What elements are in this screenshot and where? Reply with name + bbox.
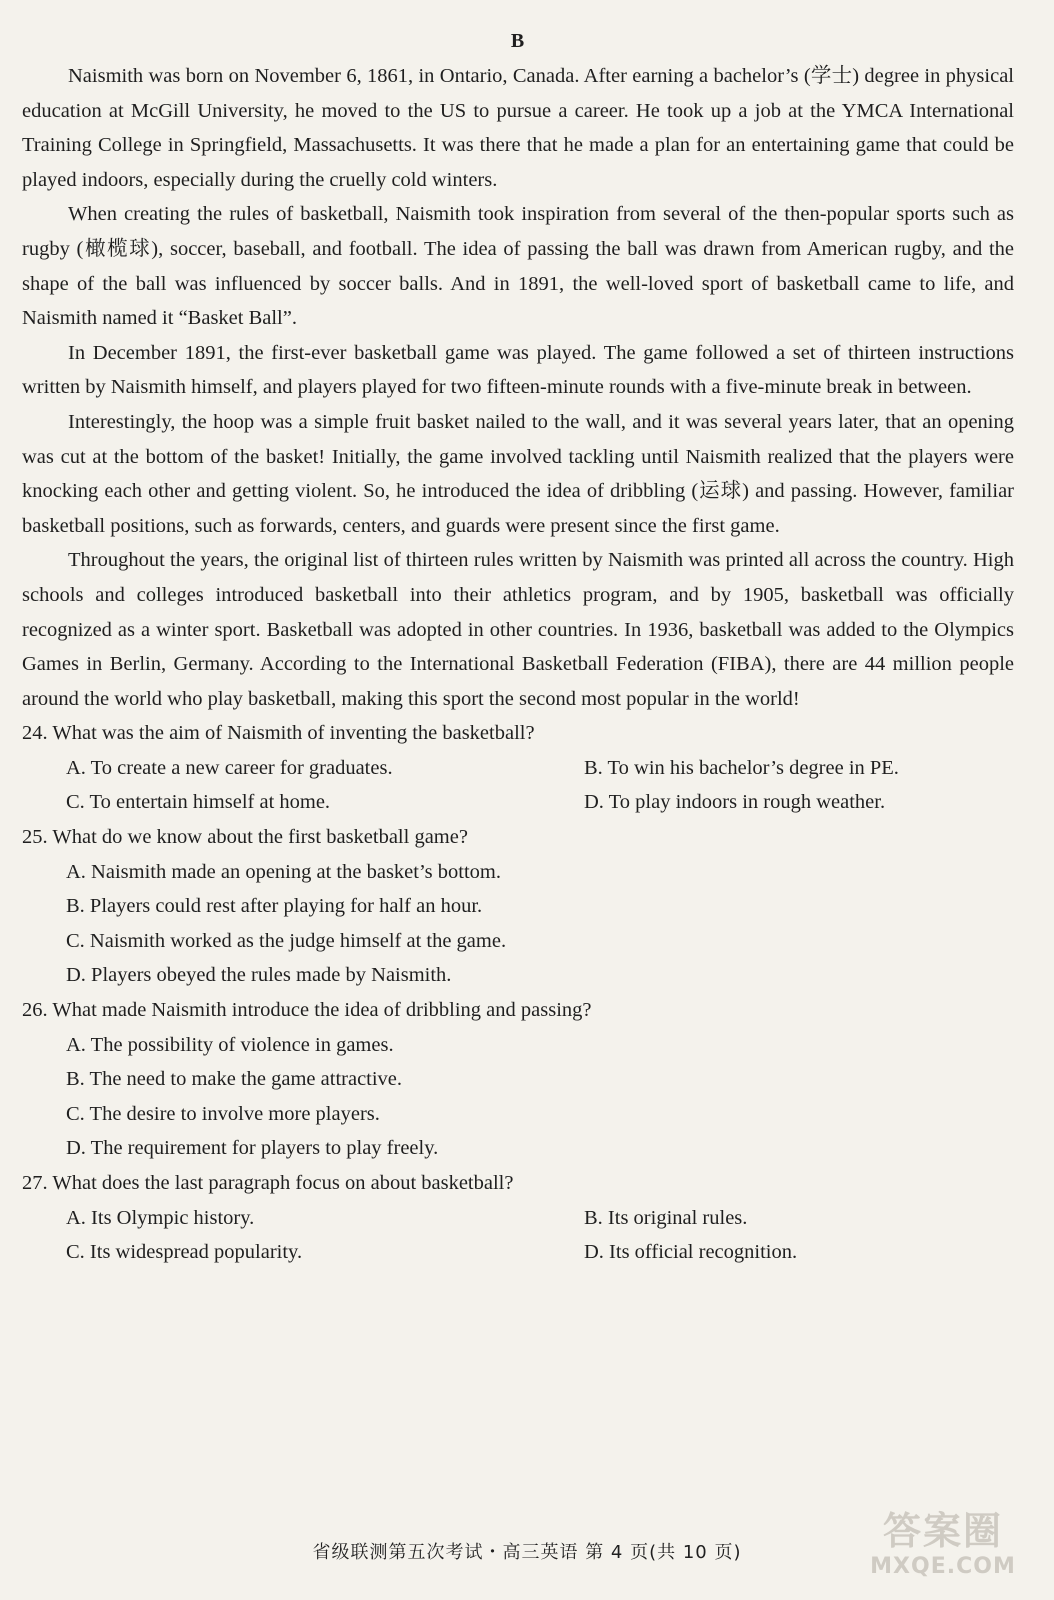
question-stem: 25. What do we know about the first basketball game? <box>22 826 468 849</box>
option-b: B. To win his bachelor’s degree in PE. <box>584 756 899 779</box>
option-b: B. The need to make the game attractive. <box>66 1068 403 1091</box>
option-c: C. The desire to involve more players. <box>66 1102 380 1125</box>
passage-paragraph-2: When creating the rules of basketball, Naismith took inspiration from several of the then-popular sports such as rugby (橄榄球), soccer, baseball, and football. The idea of passing the ball was drawn from American rugby, and the shape of the ball was influenced by soccer balls. And in 1891, the well-loved sport of basketball came to life, and Naismith named it “Basket Ball”. <box>22 203 1014 330</box>
passage-paragraph-5: Throughout the years, the original list of thirteen rules written by Naismith was printed all across the country. High schools and colleges introduced basketball into their athletics program, and by 1905, basketball was officially recognized as a winter sport. Basketball was adopted in other countries. In 1936, basketball was added to the Olympics Games in Berlin, Germany. According to the International Basketball Federation (FIBA), there are 44 million people around the world who play basketball, making this sport the second most popular in the world! <box>22 549 1014 710</box>
passage-paragraph-4: Interestingly, the hoop was a simple fruit basket nailed to the wall, and it was several years later, that an opening was cut at the bottom of the basket! Initially, the game involved tackling until Naismith realized that the players were knocking each other and getting violent. So, he introduced the idea of dribbling (运球) and passing. However, familiar basketball positions, such as forwards, centers, and guards were present since the first game. <box>22 410 1014 537</box>
option-a: A. Its Olympic history. <box>66 1206 255 1229</box>
passage-paragraph-3: In December 1891, the first-ever basketball game was played. The game followed a set of thirteen instructions written by Naismith himself, and players played for two fifteen-minute rounds with a five-minute break in between. <box>22 341 1014 399</box>
reading-passage <box>22 59 1014 716</box>
option-a: A. Naismith made an opening at the basket’s bottom. <box>66 860 501 883</box>
question-27 <box>22 1166 1014 1270</box>
option-d: D. The requirement for players to play freely. <box>66 1137 439 1160</box>
question-stem: 24. What was the aim of Naismith of inventing the basketball? <box>22 722 535 745</box>
watermark-url: MXQE.COM <box>870 1554 1016 1579</box>
section-title: B <box>510 30 526 52</box>
option-a: A. The possibility of violence in games. <box>66 1033 394 1056</box>
question-25 <box>22 820 1014 993</box>
option-c: C. Naismith worked as the judge himself at the game. <box>66 929 507 952</box>
option-d: D. Players obeyed the rules made by Naismith. <box>66 964 452 987</box>
option-c: C. Its widespread popularity. <box>66 1241 303 1264</box>
question-stem: 26. What made Naismith introduce the idea of dribbling and passing? <box>22 999 592 1022</box>
question-24 <box>22 716 1014 820</box>
page-footer: 省级联测第五次考试・高三英语 第 4 页(共 10 页) <box>312 1542 742 1563</box>
question-26 <box>22 993 1014 1166</box>
passage-paragraph-1: Naismith was born on November 6, 1861, in Ontario, Canada. After earning a bachelor’s (学士) degree in physical education at McGill University, he moved to the US to pursue a career. He took up a job at the YMCA International Training College in Springfield, Massachusetts. It was there that he made a plan for an entertaining game that could be played indoors, especially during the cruelly cold winters. <box>22 65 1014 191</box>
watermark-logo <box>858 1508 1028 1586</box>
option-a: A. To create a new career for graduates. <box>66 756 393 779</box>
option-c: C. To entertain himself at home. <box>66 791 331 814</box>
option-d: D. Its official recognition. <box>584 1241 798 1264</box>
option-b: B. Its original rules. <box>584 1206 748 1229</box>
exam-page <box>22 30 1014 1270</box>
option-b: B. Players could rest after playing for half an hour. <box>66 895 483 918</box>
question-stem: 27. What does the last paragraph focus on about basketball? <box>22 1172 514 1194</box>
option-d: D. To play indoors in rough weather. <box>584 791 886 814</box>
watermark-logo-text: 答案圈 <box>882 1509 1003 1553</box>
